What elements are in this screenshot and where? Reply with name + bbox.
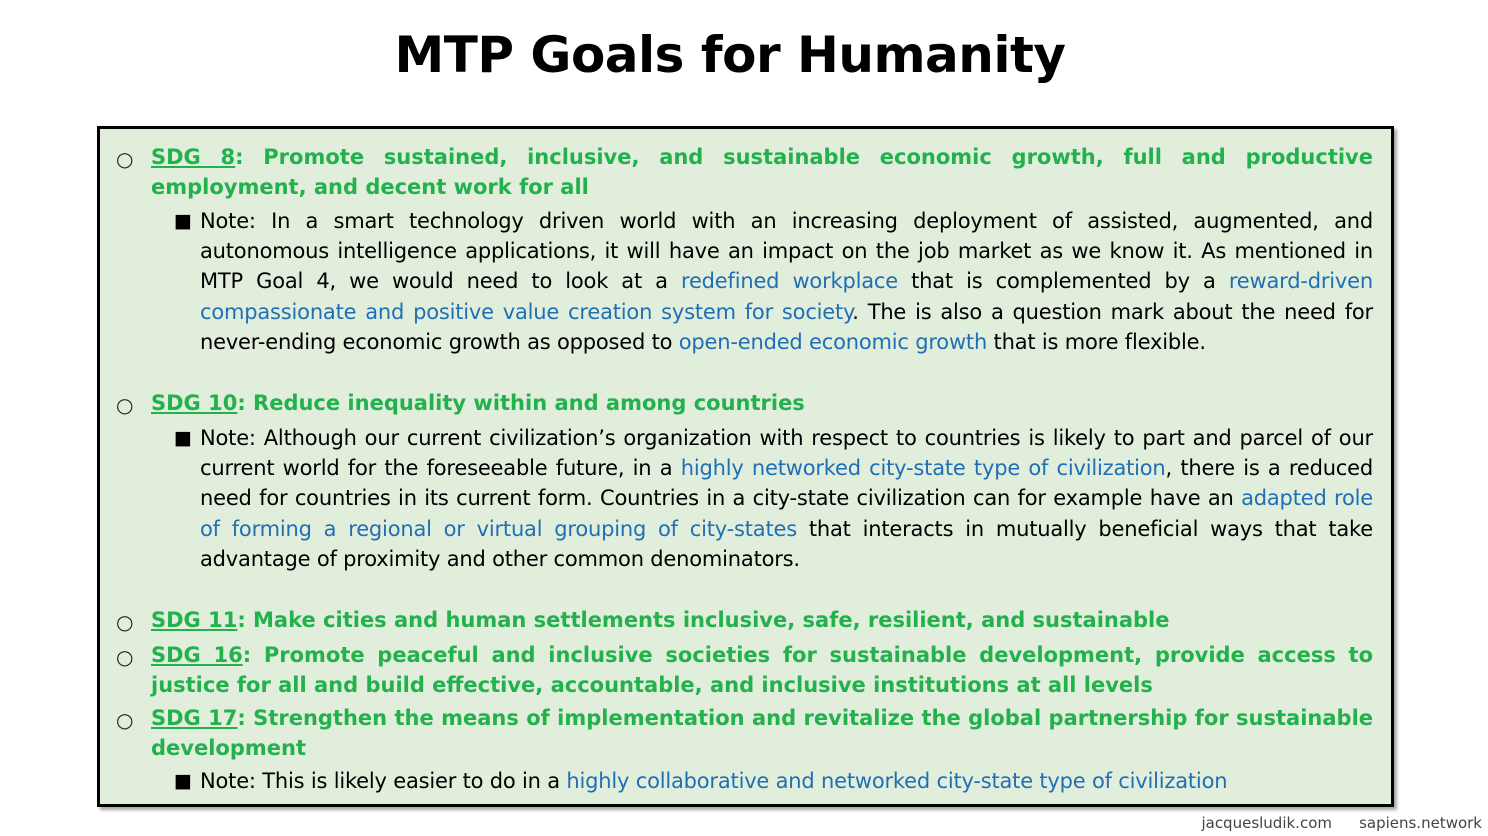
hollow-circle-bullet-icon: ○ [116,147,134,171]
note-highlight-link[interactable]: adapted role of forming a regional or virtual grouping of city-states [200,486,1373,541]
sdg-16-title: : Promote peaceful and inclusive societies for sustainable development, provide access to justice for all and build effective, accountable, and inclusive institutions at all levels [151,643,1373,697]
sdg-17-title: : Strengthen the means of implementation and revitalize the global partnership for sustainable development [151,706,1374,760]
sdg-16-link[interactable]: SDG 16 [151,643,243,667]
sdg-10-title: : Reduce inequality within and among countries [237,391,805,415]
sdg-11-heading [151,605,1373,635]
sdg-11-title: : Make cities and human settlements inclusive, safe, resilient, and sustainable [237,608,1170,632]
note-text: . The is also a question mark about the need for never-ending economic growth as opposed to [200,299,1373,354]
sdg-8-note [200,206,1373,357]
sdg-17-heading [151,703,1373,763]
hollow-circle-bullet-icon: ○ [116,610,134,634]
note-text: Note: In a smart technology driven world with an increasing deployment of assisted, augmented, and autonomous intelligence applications, it will have an impact on the job market as we know it. As mentioned in MTP Goal 4, we would need to look at a [200,209,1373,294]
hollow-circle-bullet-icon: ○ [116,645,134,669]
content-box [97,126,1394,807]
note-highlight-link[interactable]: highly networked city-state type of civilization [680,456,1166,481]
sdg-8-title: : Promote sustained, inclusive, and sustainable economic growth, full and productive employment, and decent work for all [151,145,1373,199]
note-highlight-link[interactable]: highly collaborative and networked city-state type of civilization [566,769,1228,793]
sdg-17-link[interactable]: SDG 17 [151,706,238,730]
sdg-16-heading [151,640,1373,700]
slide-title: MTP Goals for Humanity [394,26,1066,84]
square-bullet-icon: ■ [174,770,192,792]
note-text: that is more flexible. [987,329,1206,354]
sdg-10-link[interactable]: SDG 10 [151,391,238,415]
sdg-10-note [200,423,1373,574]
note-text: Note: This is likely easier to do in a [200,769,567,793]
hollow-circle-bullet-icon: ○ [116,708,134,732]
footer-site-jacquesludik[interactable]: jacquesludik.com [1201,814,1332,832]
note-text: , there is a reduced need for countries in its current form. Countries in a city-state civilization can for example have an [200,456,1374,511]
square-bullet-icon: ■ [174,427,192,449]
note-text: Note: Although our current civilization’s organization with respect to countries is likely to part and parcel of our current world for the foreseeable future, in a [200,426,1373,481]
note-text: that interacts in mutually beneficial ways that take advantage of proximity and other common denominators. [200,516,1373,571]
note-text: that is complemented by a [897,269,1229,294]
note-highlight-link[interactable]: open-ended economic growth [678,329,988,354]
square-bullet-icon: ■ [174,210,192,232]
sdg-8-heading [151,142,1373,202]
sdg-8-link[interactable]: SDG 8 [151,145,236,169]
sdg-11-link[interactable]: SDG 11 [151,608,238,632]
footer-site-sapiens[interactable]: sapiens.network [1359,814,1482,832]
note-highlight-link[interactable]: redefined workplace [680,269,898,294]
hollow-circle-bullet-icon: ○ [116,393,134,417]
note-highlight-link[interactable]: reward-driven compassionate and positive value creation system for society [200,269,1373,324]
sdg-17-note [200,766,1373,796]
sdg-10-heading [151,388,1373,418]
